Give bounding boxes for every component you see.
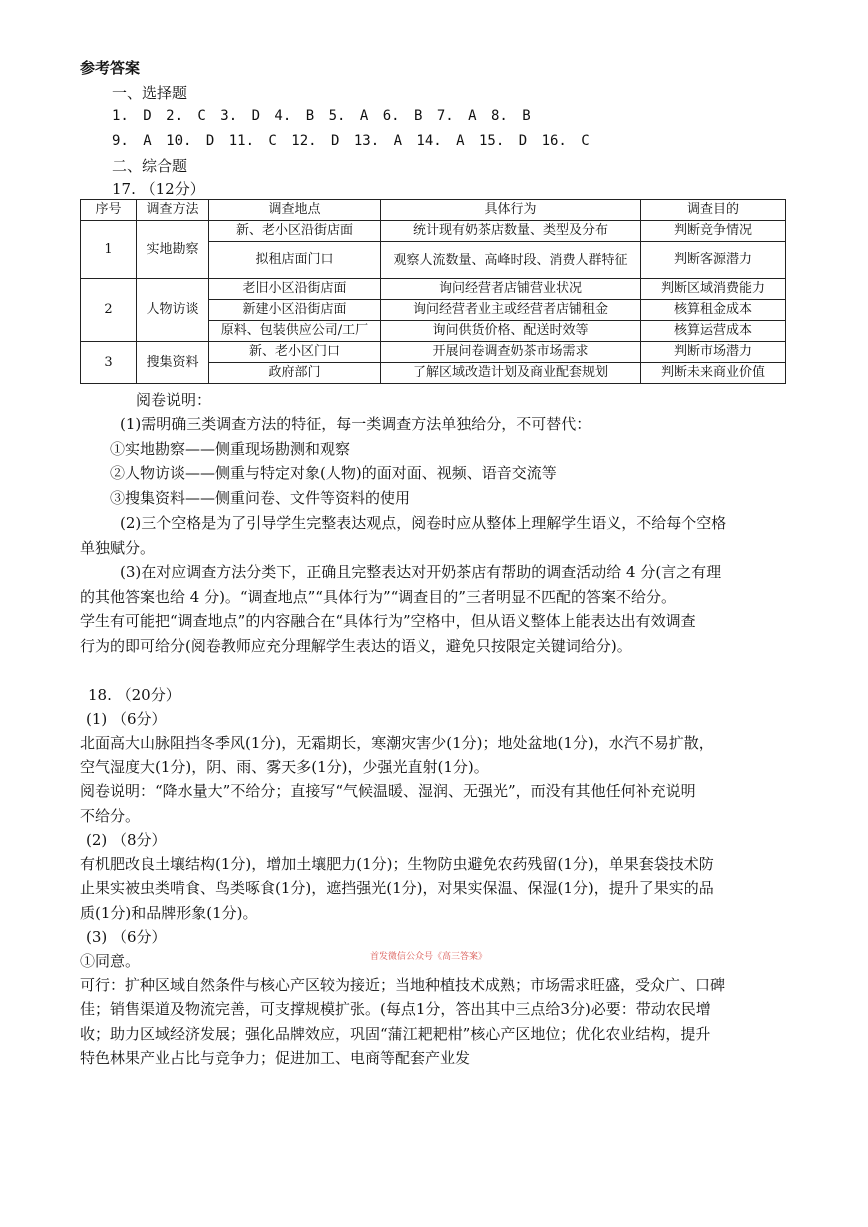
action-cell: 询问供货价格、配送时效等 bbox=[381, 321, 641, 342]
q18-part1-line-d: 不给分。 bbox=[80, 807, 141, 825]
action-cell: 开展问卷调查奶茶市场需求 bbox=[381, 342, 641, 363]
q17-note-3b: 的其他答案也给 4 分)。“调查地点”“具体行为”“调查目的”三者明显不匹配的答案不给分。 bbox=[80, 588, 676, 606]
table-row bbox=[81, 221, 786, 242]
q18-part2-line-a: 有机肥改良土壤结构(1分)，增加土壤肥力(1分)；生物防虫避免农药残留(1分)，单果套袋技术防 bbox=[80, 855, 714, 873]
table-row bbox=[81, 342, 786, 363]
q18-part1-line-a: 北面高大山脉阻挡冬季风(1分)，无霜期长，寒潮灾害少(1分)；地处盆地(1分)，水汽不易扩散， bbox=[80, 734, 714, 752]
q18-part3-line-d: 收；助力区域经济发展；强化品牌效应，巩固“蒲江耙耙柑”核心产区地位；优化农业结构，提升 bbox=[80, 1025, 711, 1043]
page-title: 参考答案 bbox=[80, 59, 141, 77]
purpose-cell: 判断竞争情况 bbox=[641, 221, 786, 242]
row-number: 1 bbox=[81, 221, 137, 279]
place-cell: 新建小区沿街店面 bbox=[209, 300, 381, 321]
q17-label: 17. （12分） bbox=[112, 180, 205, 198]
q17-note-3d: 行为的即可给分(阅卷教师应充分理解学生表达的语义，避免只按限定关键词给分)。 bbox=[80, 637, 632, 655]
action-cell: 询问经营者业主或经营者店铺租金 bbox=[381, 300, 641, 321]
purpose-cell: 核算租金成本 bbox=[641, 300, 786, 321]
q17-note-2b: 单独赋分。 bbox=[80, 539, 156, 557]
place-cell: 新、老小区沿街店面 bbox=[209, 221, 381, 242]
q18-part3-line-e: 特色林果产业占比与竞争力；促进加工、电商等配套产业发 bbox=[80, 1049, 471, 1067]
q17-notes-heading: 阅卷说明： bbox=[136, 391, 212, 409]
q18-part2-line-c: 质(1分)和品牌形象(1分)。 bbox=[80, 904, 258, 922]
q18-part1-line-c: 阅卷说明：“降水量大”不给分；直接写“气候温暖、湿润、无强光”，而没有其他任何补充说明 bbox=[80, 782, 696, 800]
q18-part1-label: (1) （6分） bbox=[86, 710, 167, 728]
method-cell: 搜集资料 bbox=[137, 342, 209, 384]
header-cell: 序号 bbox=[81, 200, 137, 221]
action-cell: 了解区域改造计划及商业配套规划 bbox=[381, 363, 641, 384]
q18-part2-line-b: 止果实被虫类啃食、鸟类啄食(1分)，遮挡强光(1分)，对果实保温、保湿(1分)，提升了果实的品 bbox=[80, 879, 714, 897]
section2-heading: 二、综合题 bbox=[112, 157, 188, 175]
purpose-cell: 判断区域消费能力 bbox=[641, 279, 786, 300]
choice-answers-row1: 1. D 2. C 3. D 4. B 5. A 6. B 7. A 8. B bbox=[112, 108, 531, 124]
method-cell: 实地勘察 bbox=[137, 221, 209, 279]
q18-part1-line-b: 空气湿度大(1分)，阴、雨、雾天多(1分)，少强光直射(1分)。 bbox=[80, 758, 489, 776]
q18-part2-label: (2) （8分） bbox=[86, 831, 167, 849]
place-cell: 拟租店面门口 bbox=[209, 242, 381, 279]
q17-method-2: ②人物访谈——侧重与特定对象(人物)的面对面、视频、语音交流等 bbox=[110, 464, 557, 482]
purpose-cell: 判断客源潜力 bbox=[641, 242, 786, 279]
method-cell: 人物访谈 bbox=[137, 279, 209, 342]
q17-method-1: ①实地勘察——侧重现场勘测和观察 bbox=[110, 440, 351, 458]
place-cell: 老旧小区沿街店面 bbox=[209, 279, 381, 300]
place-cell: 新、老小区门口 bbox=[209, 342, 381, 363]
q18-label: 18. （20分） bbox=[88, 686, 181, 704]
purpose-cell: 核算运营成本 bbox=[641, 321, 786, 342]
place-cell: 原料、包装供应公司/工厂 bbox=[209, 321, 381, 342]
q18-part3-label: (3) （6分） bbox=[86, 928, 167, 946]
purpose-cell: 判断未来商业价值 bbox=[641, 363, 786, 384]
q17-note-3a: (3)在对应调查方法分类下，正确且完整表达对开奶茶店有帮助的调查活动给 4 分(言之有理 bbox=[120, 563, 722, 581]
q18-part3-line-a: ①同意。 bbox=[80, 952, 141, 970]
purpose-cell: 判断市场潜力 bbox=[641, 342, 786, 363]
section1-heading: 一、选择题 bbox=[112, 84, 188, 102]
watermark-text: 首发微信公众号《高三答案》 bbox=[370, 952, 488, 962]
q17-method-3: ③搜集资料——侧重问卷、文件等资料的使用 bbox=[110, 489, 411, 507]
table-header-row bbox=[81, 200, 786, 221]
row-number: 2 bbox=[81, 279, 137, 342]
q18-part3-line-b: 可行：扩种区域自然条件与核心产区较为接近；当地种植技术成熟；市场需求旺盛，受众广、口碑 bbox=[80, 976, 726, 994]
header-cell: 调查方法 bbox=[137, 200, 209, 221]
table-row bbox=[81, 279, 786, 300]
q17-note-3c: 学生有可能把“调查地点”的内容融合在“具体行为”空格中，但从语义整体上能表达出有效调查 bbox=[80, 612, 696, 630]
header-cell: 调查地点 bbox=[209, 200, 381, 221]
action-cell: 询问经营者店铺营业状况 bbox=[381, 279, 641, 300]
q17-note-1: (1)需明确三类调查方法的特征，每一类调查方法单独给分，不可替代： bbox=[120, 415, 592, 433]
header-cell: 调查目的 bbox=[641, 200, 786, 221]
survey-table bbox=[80, 199, 786, 384]
row-number: 3 bbox=[81, 342, 137, 384]
q17-note-2a: (2)三个空格是为了引导学生完整表达观点，阅卷时应从整体上理解学生语义，不给每个空格 bbox=[120, 514, 727, 532]
place-cell: 政府部门 bbox=[209, 363, 381, 384]
q18-part3-line-c: 佳；销售渠道及物流完善，可支撑规模扩张。(每点1分，答出其中三点给3分)必要：带动农民增 bbox=[80, 1000, 711, 1018]
header-cell: 具体行为 bbox=[381, 200, 641, 221]
choice-answers-row2: 9. A 10. D 11. C 12. D 13. A 14. A 15. D 16. C bbox=[112, 133, 590, 149]
action-cell: 统计现有奶茶店数量、类型及分布 bbox=[381, 221, 641, 242]
action-cell: 观察人流数量、高峰时段、消费人群特征 bbox=[381, 242, 641, 279]
